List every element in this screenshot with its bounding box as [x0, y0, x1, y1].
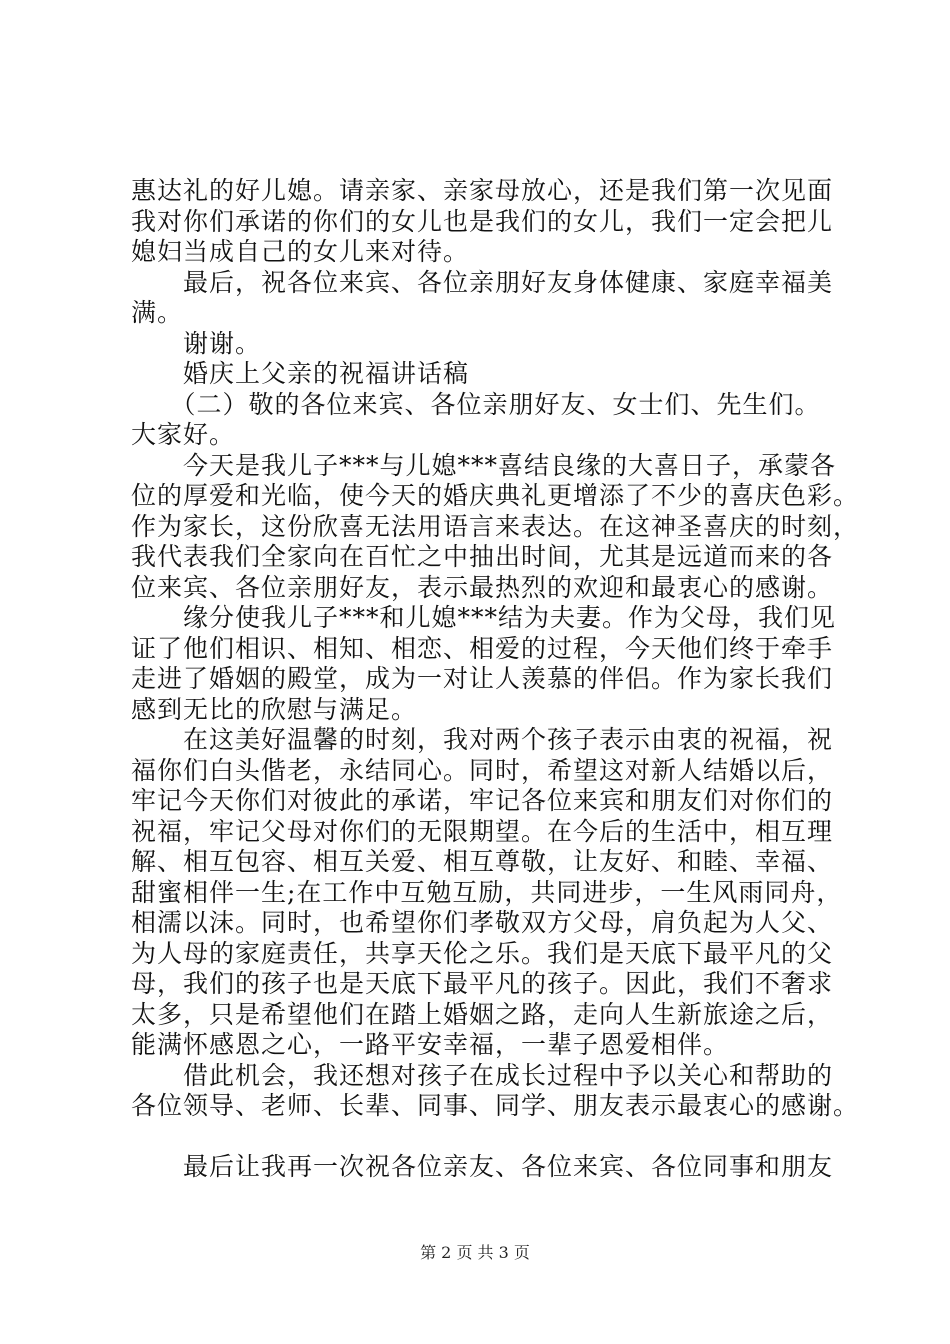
text-line: 牢记今天你们对彼此的承诺，牢记各位来宾和朋友们对你们的 [131, 786, 834, 815]
text-line: 解、相互包容、相互关爱、相互尊敬，让友好、和睦、幸福、 [131, 847, 834, 876]
text-line: 我对你们承诺的你们的女儿也是我们的女儿，我们一定会把儿 [131, 206, 834, 236]
text-line: 福你们白头偕老，永结同心。同时，希望这对新人结婚以后， [131, 755, 834, 785]
text-line: 位的厚爱和光临，使今天的婚庆典礼更增添了不少的喜庆色彩。 [131, 481, 860, 510]
text-line: 最后，祝各位来宾、各位亲朋好友身体健康、家庭幸福美 [131, 267, 834, 297]
text-line: 位来宾、各位亲朋好友，表示最热烈的欢迎和最衷心的感谢。 [131, 572, 834, 602]
text-line: 我代表我们全家向在百忙之中抽出时间，尤其是远道而来的各 [131, 542, 834, 571]
text-line: 借此机会，我还想对孩子在成长过程中予以关心和帮助的 [131, 1060, 834, 1090]
text-line: 最后让我再一次祝各位亲友、各位来宾、各位同事和朋友 [131, 1152, 834, 1181]
text-line: 走进了婚姻的殿堂，成为一对让人羡慕的伴侣。作为家长我们 [131, 664, 834, 693]
section-title: 婚庆上父亲的祝福讲话稿 [131, 359, 470, 388]
text-line: 太多，只是希望他们在踏上婚姻之路，走向人生新旅途之后， [131, 999, 834, 1029]
text-line: 大家好。 [131, 420, 236, 449]
text-line: 母，我们的孩子也是天底下最平凡的孩子。因此，我们不奢求 [131, 969, 834, 998]
page-footer [0, 1243, 950, 1263]
text-line: 满。 [131, 298, 184, 327]
text-line: 今天是我儿子***与儿媳***喜结良缘的大喜日子，承蒙各 [131, 450, 837, 480]
text-line: 作为家长，这份欣喜无法用语言来表达。在这神圣喜庆的时刻， [131, 511, 860, 541]
blank-line [131, 1122, 831, 1153]
text-line: 在这美好温馨的时刻，我对两个孩子表示由衷的祝福，祝 [131, 725, 834, 754]
page-number: 第 2 页 共 3 页 [420, 1243, 530, 1262]
text-line: 谢谢。 [131, 328, 262, 358]
text-line: 各位领导、老师、长辈、同事、同学、朋友表示最衷心的感谢。 [131, 1091, 860, 1120]
text-line: 感到无比的欣慰与满足。 [131, 694, 418, 724]
text-line: 祝福，牢记父母对你们的无限期望。在今后的生活中，相互理 [131, 816, 834, 846]
text-line: 能满怀感恩之心，一路平安幸福，一辈子恩爱相伴。 [131, 1030, 730, 1059]
text-line: （二）敬的各位来宾、各位亲朋好友、女士们、先生们。 [131, 389, 821, 419]
text-line: 为人母的家庭责任，共享天伦之乐。我们是天底下最平凡的父 [131, 938, 834, 968]
text-line: 证了他们相识、相知、相恋、相爱的过程，今天他们终于牵手 [131, 633, 834, 663]
body-text [131, 176, 860, 1183]
text-line: 媳妇当成自己的女儿来对待。 [131, 237, 470, 266]
text-line: 缘分使我儿子***和儿媳***结为夫妻。作为父母，我们见 [131, 603, 837, 632]
text-line: 相濡以沫。同时，也希望你们孝敬双方父母，肩负起为人父、 [131, 908, 834, 937]
text-line: 惠达礼的好儿媳。请亲家、亲家母放心，还是我们第一次见面 [131, 176, 834, 205]
text-line: 甜蜜相伴一生;在工作中互勉互励，共同进步，一生风雨同舟， [131, 877, 843, 907]
